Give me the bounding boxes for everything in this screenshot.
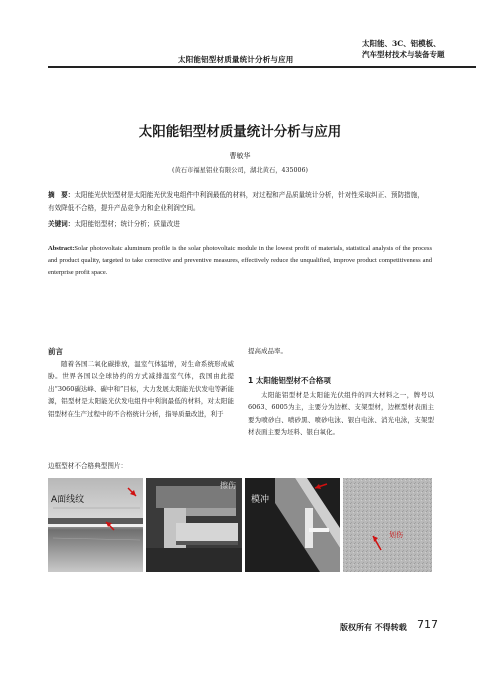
photo-scratch bbox=[146, 478, 242, 572]
label-die-mark: 模冲 bbox=[251, 495, 270, 505]
label-line-marks: A面线纹 bbox=[51, 495, 85, 505]
page-number: 717 bbox=[417, 618, 438, 631]
en-abstract-label: Abstract: bbox=[48, 245, 75, 252]
preface-continuation: 提高成品率。 bbox=[248, 347, 287, 355]
section-title-line1: 太阳能、3C、铝模板、 bbox=[362, 39, 441, 48]
section-1-paragraph: 太阳能铝型材是太阳能光伏组件的四大材料之一，牌号以6063、6005为主，主要分为边框、支架型材，边框型材表面主要为喷砂白、喷砂黑、喷砂电泳、银白电泳、消光电泳，支架型材表面主要为坯料、银白氧化。 bbox=[248, 391, 434, 437]
label-scuff: 划伤 bbox=[389, 531, 403, 539]
photo-scratch-image bbox=[146, 478, 242, 572]
preface-paragraph: 随着各国二氧化碳排放，温室气体猛增，对生命系统形成威胁。世界各国以全球协约的方式减排温室气体，我国由此提出“3060碳达峰、碳中和”目标，大力发展太阳能光伏发电等新能源，铝型材是太阳能光伏发电组件中利润最低的材料，对太阳能铝型材在生产过程中的不合格统计分析，指导质量改进，利于 bbox=[48, 360, 234, 418]
photo-scuff bbox=[343, 478, 432, 572]
running-title: 太阳能铝型材质量统计分析与应用 bbox=[178, 55, 294, 64]
author-name: 曹敏华 bbox=[229, 152, 251, 160]
author-affiliation: (黄石市福星铝业有限公司，湖北黄石，435006) bbox=[172, 167, 308, 174]
photo-line-marks bbox=[48, 478, 143, 572]
zh-abstract-label: 摘 要： bbox=[48, 191, 75, 199]
en-abstract-text: Solar photovoltaic aluminum profile is the solar photovoltaic module in the lowest profit of materials, statistical analysis of the process and product quality, targeted to take corrective and preventive measures, effectively reduce the unqualified, improve product competitiveness and enterprise profit space. bbox=[48, 245, 432, 276]
section-title-line2: 汽车型材技术与装备专题 bbox=[362, 50, 445, 59]
photo-die-mark bbox=[245, 478, 340, 572]
en-abstract bbox=[48, 243, 432, 278]
zh-keywords-text: 太阳能铝型材；统计分析；质量改进 bbox=[74, 220, 180, 228]
section-heading-1: 1 太阳能铝型材不合格项 bbox=[248, 376, 331, 385]
article-title: 太阳能铝型材质量统计分析与应用 bbox=[138, 124, 342, 140]
label-scratch: 擦伤 bbox=[220, 481, 236, 490]
photo-scuff-image bbox=[343, 478, 432, 572]
section-heading-preface: 前言 bbox=[48, 347, 63, 356]
figure-caption: 边框型材不合格典型图片： bbox=[48, 462, 128, 470]
zh-abstract bbox=[48, 189, 428, 214]
copyright-notice: 版权所有 不得转载 bbox=[340, 622, 407, 632]
zh-keywords bbox=[48, 218, 428, 228]
zh-abstract-text: 太阳能光伏铝型材是太阳能光伏发电组件中利润最低的材料，对过程和产品质量统计分析，针对性采取纠正、预防措施，有效降低不合格，提升产品竞争力和企业利润空间。 bbox=[48, 191, 424, 212]
zh-keywords-label: 关键词： bbox=[48, 220, 75, 228]
header-rule bbox=[48, 66, 476, 68]
section-title bbox=[362, 38, 472, 60]
